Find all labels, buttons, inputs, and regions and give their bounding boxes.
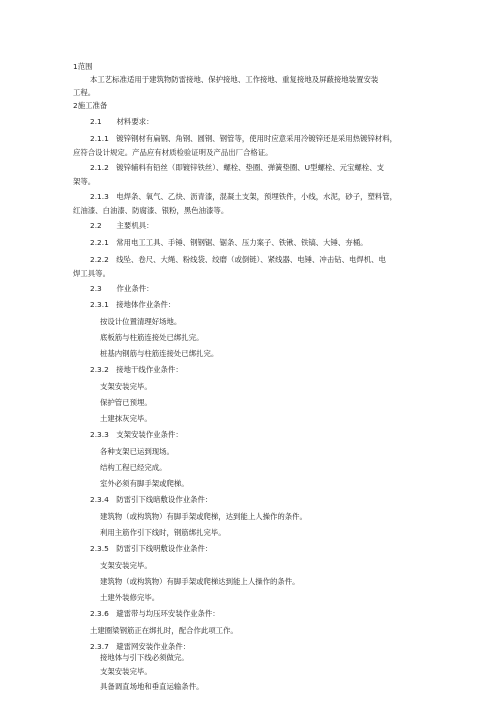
paragraph-line: 2.2.1 常用电工工具、手锤、钢钢锯、锯条、压力案子、铁锹、铁镐、大锤、夯桶。 [90, 238, 368, 247]
paragraph-line: 2.2.2 线坠、卷尺、大绳、粉线袋、绞磨（或倒链）、紧线器、电锤、冲击钻、电焊机、电 [90, 255, 386, 264]
item-heading: 2.3.6 避雷带与均压环安装作业条件： [90, 609, 220, 618]
item-heading: 2.3.3 支架安装作业条件： [90, 430, 183, 439]
list-item: 支架安装完毕。 [100, 561, 152, 570]
list-item: 土建圈梁钢筋正在绑扎时，配合作此项工作。 [90, 626, 238, 635]
subsection-heading: 2.1 材料要求： [90, 117, 154, 126]
list-item: 桩基内钢筋与柱筋连接处已绑扎完。 [100, 349, 219, 358]
list-item: 各种支架已运到现场。 [100, 447, 174, 456]
list-item: 结构工程已经完成。 [100, 463, 167, 472]
paragraph-line: 本工艺标准适用于建筑物防雷接地、保护接地、工作接地、重复接地及屏蔽接地装置安装 [90, 75, 379, 84]
subsection-heading: 2.3 作业条件： [90, 284, 154, 293]
item-heading: 2.3.4 防雷引下线暗敷设作业条件： [90, 495, 213, 504]
list-item: 土建抹灰完毕。 [100, 414, 152, 423]
list-item: 支架安装完毕。 [100, 382, 152, 391]
item-heading: 2.3.7 避雷网安装作业条件： [90, 642, 191, 651]
section-heading-scope: 1范围 [73, 62, 93, 71]
list-item: 底板筋与柱筋连接处已绑扎完。 [100, 333, 204, 342]
section-heading-preparation: 2施工准备 [73, 101, 108, 110]
list-item: 保护管已预埋。 [100, 398, 152, 407]
paragraph-line: 焊工具等。 [73, 269, 110, 278]
list-item: 按设计位置清理好场地。 [100, 317, 182, 326]
paragraph-line: 工程。 [73, 88, 96, 97]
paragraph-line: 2.1.1 镀锌钢材有扁钢、角钢、圆钢、钢管等，使用时应意采用冷镀锌还是采用热镀锌材料， [90, 134, 398, 143]
paragraph-line: 架等。 [73, 177, 96, 186]
subsection-heading: 2.2 主要机具： [90, 221, 154, 230]
list-item: 建筑物（或构筑物）有脚手架或爬梯达到能上人操作的条件。 [100, 577, 300, 586]
paragraph-line: 2.1.2 镀锌辅料有铅丝（即镀锌铁丝）、螺栓、垫圈、弹簧垫圈、U型螺栓、元宝螺栓、支 [90, 163, 384, 172]
list-item: 室外必须有脚手架或爬梯。 [100, 479, 189, 488]
list-item: 接地体与引下线必须做完。 [100, 653, 189, 662]
list-item: 土建外装修完毕。 [100, 593, 160, 602]
item-heading: 2.3.2 接地干线作业条件： [90, 365, 183, 374]
item-heading: 2.3.1 接地体作业条件： [90, 300, 176, 309]
list-item: 利用主筋作引下线时，钢筋绑扎完毕。 [100, 528, 226, 537]
item-heading: 2.3.5 防雷引下线明敷设作业条件： [90, 544, 213, 553]
paragraph-line: 2.1.3 电焊条、氧气、乙炔、沥青漆，混凝土支架，预埋铁件，小线，水泥，砂子，塑料管， [90, 192, 398, 201]
list-item: 支架安装完毕。 [100, 667, 152, 676]
list-item: 建筑物（或构筑物）有脚手架或爬梯，达到能上人操作的条件。 [100, 512, 307, 521]
paragraph-line: 红油漆、白油漆、防腐漆、银粉，黑色油漆等。 [73, 206, 229, 215]
paragraph-line: 应符合设计规定。产品应有材质检验证明及产品出厂合格证。 [73, 148, 273, 157]
list-item: 具备调直场地和垂直运输条件。 [100, 682, 204, 691]
